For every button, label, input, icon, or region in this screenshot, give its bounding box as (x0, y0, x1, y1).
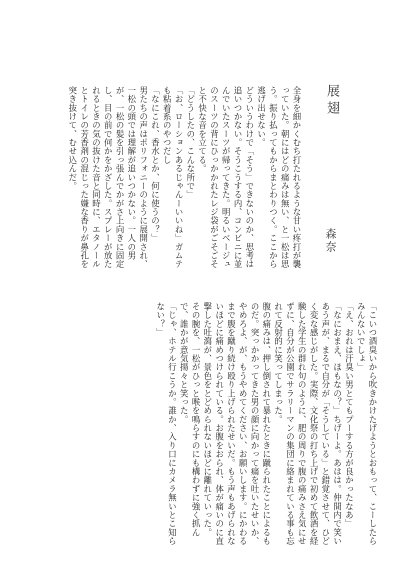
paragraph: 「こいつ酒臭いから吹きかけたげようとおもって、こーしたらみんないでしょ」 (356, 302, 378, 546)
paragraph: 「お、ローションあるじゃんーいいね」ガムテも粘着系のやつだし (162, 86, 185, 269)
paragraph: 「なにこれ、香水とか、何に使うの？」 (150, 86, 161, 243)
paragraph: 男たちの声はポリフォニーのように展開され、一松の頭では理解が追いつかない。一人の男が、一松の髪を引っ張んでかがさ上向きに固定し、目の前で何かをかざした。スプレーが放たれるときの気の抜けた音と同時に、エタノールとトイレの芳香剤の混じった嫌な香りが鼻孔を突き抜けて、むせ込んだ。 (67, 86, 149, 269)
paragraph: 全身を細かくむち打たれるような甘い疼打が襲っていた。朝にはどの痛みは無い、と一松は思う。振り払ってもからまとわりつく。ここから逃げ出せない。 (256, 86, 302, 269)
paragraph: 「じゃ、ホテル行こうか。誰か、入り口にカメラ無いとこ知らない？」 (155, 302, 178, 546)
paragraph: 「なにおまえ、ほもなの？」ちげーよ。あはは。仲間内で笑いあう声が、まるで自分が「そうしている」と錯覚させて、ひどく変な感じがした。実際、文化祭の打ち上げで初めて飲酒を経験した学生の群れ句のように、肥の周りで腹の痛みさえ気にせずに、自分が公園でサラリーマンの集団に絡まれている事も忘れて反射的に笑ってしまった。 (273, 302, 343, 546)
upper-text-block (40, 86, 302, 274)
paragraph: 「どうしたの、こんな所で」 (185, 86, 196, 199)
lower-text-block (40, 302, 378, 552)
paragraph: 腹の痛みは、押し倒されて暴れたときに蹴られたことによるものだ。突っかかってきた男の顔に向かって痛を吐いたせいか、やめろよ、が、もうやめてください、お願いします。にかわるまで腹を蹴り続け殴り上げられたせいだ。もう声もあげられないほどに痛めつけられている。お腹をおられ、体が痛いのに直撃した吐瀉が、景色をとどめられないほどに離れていった。 (202, 302, 272, 546)
paragraph: 「え、おれは汗臭い男とてもプーする方が良かったなあ」 (344, 302, 355, 528)
paragraph: どういうわけで「そう」できないのか、思考は追いつかない。そうこうする内、コンビニに並んでいたスーツが帰ってきた。明るいベージュのスーツの背にひっかかれたレジ袋がごそごそと不快な音を立てる。 (197, 86, 255, 269)
paragraph: その腕を、一松がひっと喉を鳴らすのにも構わずに強く抓んで、誰かが意気揚々と笑った。 (179, 302, 202, 537)
story-title: 展翅 (324, 84, 339, 118)
author-name: 森奈 (324, 228, 337, 254)
